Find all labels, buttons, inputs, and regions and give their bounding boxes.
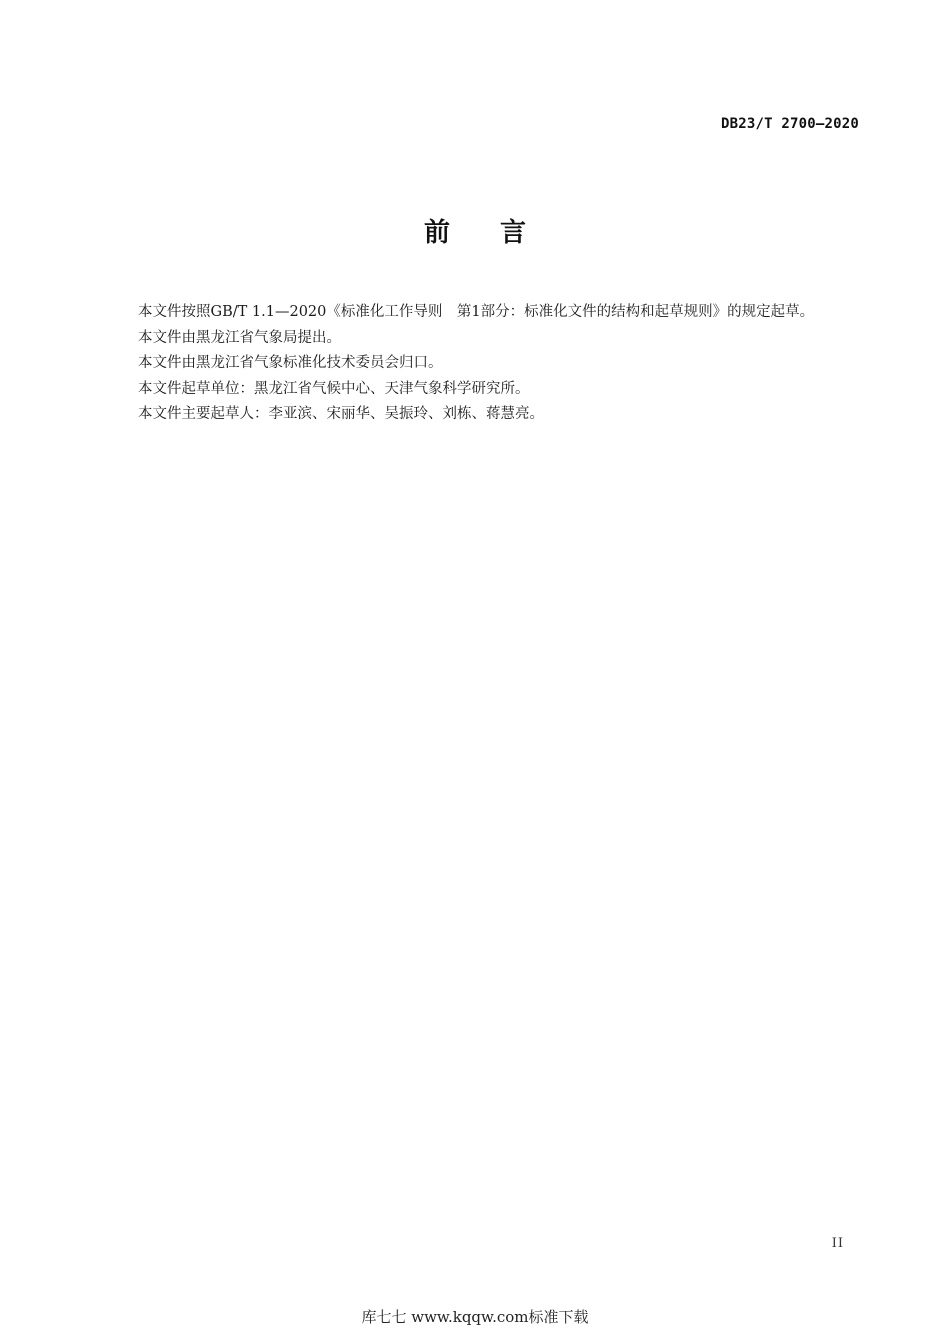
page-title (0, 212, 950, 249)
standard-code: DB23/T 2700—2020 (720, 116, 859, 132)
paragraph-committee: 本文件由黑龙江省气象标准化技术委员会归口。 (138, 355, 443, 371)
foreword-body (113, 300, 863, 428)
title-char-2: 言 (500, 218, 527, 248)
paragraph-drafters: 本文件主要起草人：李亚滨、宋丽华、吴振玲、刘栋、蒋慧亮。 (138, 406, 544, 422)
paragraph-drafting-units: 本文件起草单位：黑龙江省气候中心、天津气象科学研究所。 (138, 380, 530, 397)
paragraph-drafting-rules: 本文件按照GB/T 1.1—2020《标准化工作导则 第1部分：标准化文件的结构和起草规则》的规定起草。 (138, 304, 815, 320)
paragraph-proposer: 本文件由黑龙江省气象局提出。 (138, 329, 341, 346)
footer-source: 库七七 www.kqqw.com标准下载 (361, 1308, 589, 1326)
page-number: II (831, 1236, 844, 1251)
title-char-1: 前 (423, 218, 450, 248)
